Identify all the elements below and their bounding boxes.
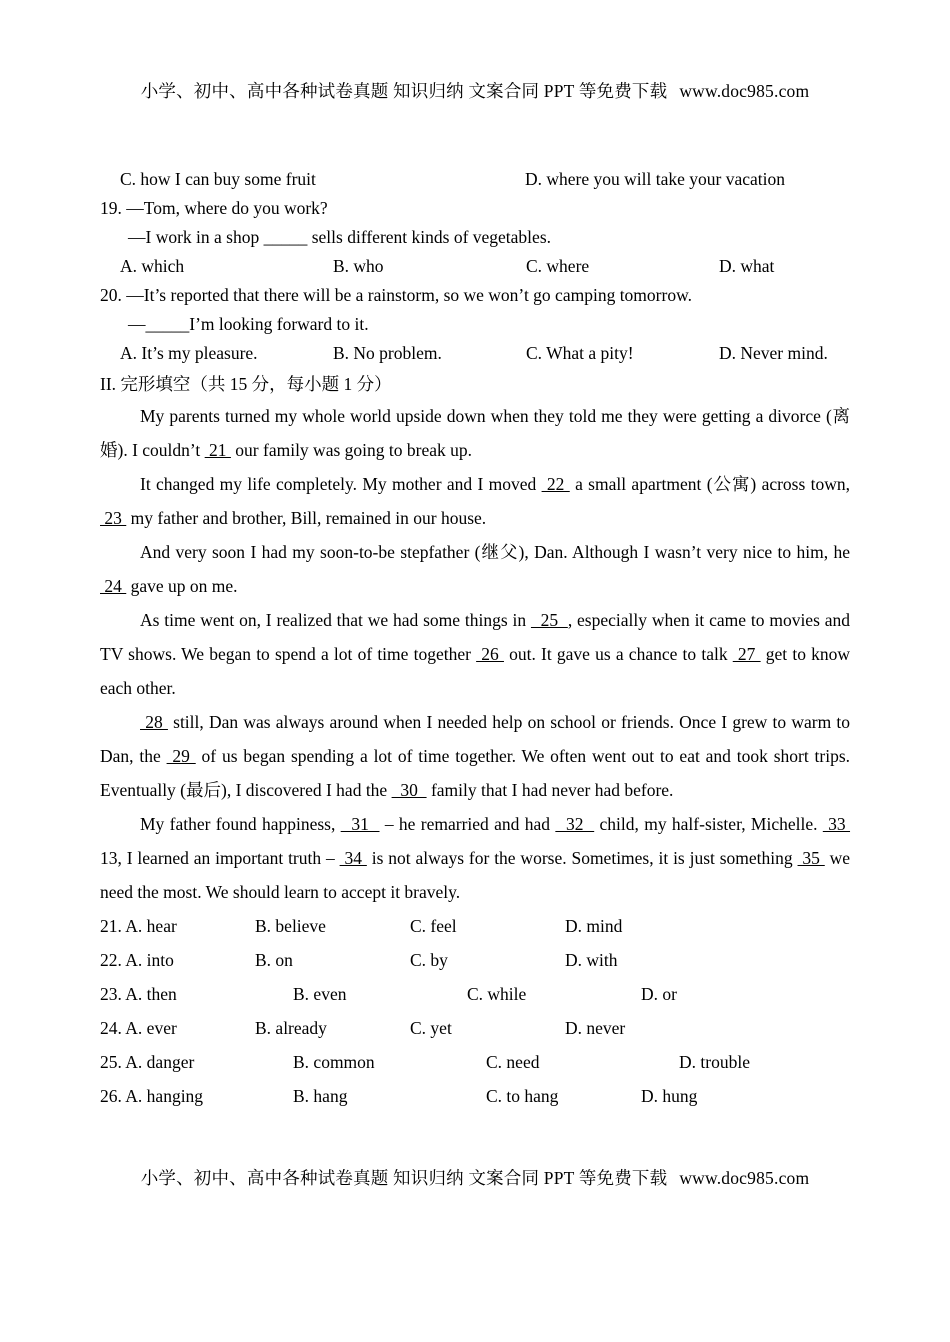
header-banner — [0, 78, 950, 103]
q19-option-c: C. where — [526, 256, 590, 276]
text-run: , especially when it came to movies and TV shows. We began to spend a lot of time together — [100, 610, 850, 664]
text-run: My parents turned my whole world upside down when they told me they were getting a divorce (离婚). I couldn’t — [100, 406, 850, 460]
option-26-d: D. hung — [641, 1085, 698, 1106]
options-22 — [100, 943, 850, 977]
passage-paragraph-3 — [100, 535, 850, 603]
option-26-a: 26. A. hanging — [100, 1085, 204, 1106]
option-23-d: D. or — [641, 983, 677, 1004]
text-run: of us began spending a lot of time together. We often went out to eat and took short trips. Eventually (最后), I discovered I had the — [100, 746, 851, 800]
q19-options — [100, 252, 850, 281]
blank-27: 27 — [732, 644, 761, 664]
q20-option-a: A. It’s my pleasure. — [120, 343, 258, 363]
option-21-b: B. believe — [255, 915, 326, 936]
options-21 — [100, 909, 850, 943]
footer-banner — [0, 1165, 950, 1190]
blank-35: 35 — [797, 848, 825, 868]
q20-line2 — [100, 310, 850, 339]
option-22-c: C. by — [410, 949, 448, 970]
passage-paragraph-5 — [100, 705, 850, 807]
text-run: child, my half-sister, Michelle. — [594, 814, 823, 834]
q18-option-c: C. how I can buy some fruit — [120, 169, 316, 189]
document-body — [100, 165, 850, 1113]
passage-paragraph-1 — [100, 399, 850, 467]
blank-21: 21 — [204, 440, 231, 460]
option-23-c: C. while — [467, 983, 527, 1004]
text-run: It changed my life completely. My mother and I moved — [140, 474, 542, 494]
blank-28: 28 — [140, 712, 168, 732]
q19-option-d: D. what — [719, 256, 775, 276]
blank-33: 33 — [822, 814, 851, 834]
options-23 — [100, 977, 850, 1011]
q20-line2-pre: — — [128, 314, 146, 334]
blank-34: 34 — [339, 848, 367, 868]
q20-blank: _____ — [145, 314, 190, 334]
text-run: we need the most. We should learn to accept it bravely. — [100, 848, 851, 902]
q18-options-cd — [100, 165, 850, 194]
blank-30: 30 — [391, 780, 427, 800]
text-run: 13, I learned an important truth – — [100, 848, 340, 868]
q19-line2-pre: —I work in a shop — [128, 227, 260, 247]
q19-stem: 19. —Tom, where do you work? — [100, 198, 328, 218]
options-25 — [100, 1045, 850, 1079]
text-run: gave up on me. — [126, 576, 238, 596]
passage-paragraph-2 — [100, 467, 850, 535]
text-run: get to know each other. — [100, 644, 851, 698]
option-26-b: B. hang — [293, 1085, 348, 1106]
q20-option-b: B. No problem. — [333, 343, 442, 363]
option-23-a: 23. A. then — [100, 983, 177, 1004]
q18-option-d: D. where you will take your vacation — [525, 169, 785, 189]
banner-url[interactable]: www.doc985.com — [679, 1168, 810, 1188]
q19-line2 — [100, 223, 850, 252]
options-24 — [100, 1011, 850, 1045]
blank-31: 31 — [340, 814, 380, 834]
option-25-c: C. need — [486, 1051, 540, 1072]
q20-line2-post: I’m looking forward to it. — [189, 314, 369, 334]
option-22-a: 22. A. into — [100, 949, 174, 970]
blank-26: 26 — [476, 644, 504, 664]
option-21-c: C. feel — [410, 915, 457, 936]
q19-option-b: B. who — [333, 256, 384, 276]
text-run: out. It gave us a chance to talk — [503, 644, 733, 664]
option-24-c: C. yet — [410, 1017, 452, 1038]
option-25-a: 25. A. danger — [100, 1051, 195, 1072]
option-21-d: D. mind — [565, 915, 623, 936]
q20-option-c: C. What a pity! — [526, 343, 634, 363]
option-23-b: B. even — [293, 983, 347, 1004]
q20-stem: 20. —It’s reported that there will be a rainstorm, so we won’t go camping tomorrow. — [100, 285, 692, 305]
options-26 — [100, 1079, 850, 1113]
text-run: family that I had never had before. — [426, 780, 674, 800]
option-24-b: B. already — [255, 1017, 327, 1038]
option-24-a: 24. A. ever — [100, 1017, 177, 1038]
text-run: my father and brother, Bill, remained in our house. — [126, 508, 487, 528]
text-run: And very soon I had my soon-to-be stepfather (继父), Dan. Although I wasn’t very nice to him, he — [140, 542, 850, 562]
option-25-b: B. common — [293, 1051, 375, 1072]
text-run: a small apartment (公寓) across town, — [569, 474, 851, 494]
passage-paragraph-6 — [100, 807, 850, 909]
text-run: still, Dan was always around when I needed help on school or friends. Once I grew to warm to Dan, the — [100, 712, 851, 766]
q19-line2-post: sells different kinds of vegetables. — [311, 227, 552, 247]
blank-25: 25 — [530, 610, 568, 630]
option-22-b: B. on — [255, 949, 293, 970]
text-run: My father found happiness, — [140, 814, 341, 834]
option-25-d: D. trouble — [679, 1051, 750, 1072]
text-run: is not always for the worse. Sometimes, it is just something — [366, 848, 798, 868]
text-run: our family was going to break up. — [230, 440, 472, 460]
q19-option-a: A. which — [120, 256, 185, 276]
option-24-d: D. never — [565, 1017, 626, 1038]
banner-text: 小学、初中、高中各种试卷真题 知识归纳 文案合同 PPT 等免费下载 — [140, 81, 668, 101]
blank-32: 32 — [555, 814, 595, 834]
blank-22: 22 — [541, 474, 570, 494]
blank-23: 23 — [100, 508, 127, 528]
option-26-c: C. to hang — [486, 1085, 559, 1106]
q20-option-d: D. Never mind. — [719, 343, 828, 363]
text-run: – he remarried and had — [379, 814, 556, 834]
section-title: II. 完形填空（共 15 分，每小题 1 分） — [100, 374, 392, 394]
q19-blank: _____ — [263, 227, 308, 247]
passage-paragraph-4 — [100, 603, 850, 705]
banner-url[interactable]: www.doc985.com — [679, 81, 810, 101]
blank-29: 29 — [166, 746, 196, 766]
banner-text: 小学、初中、高中各种试卷真题 知识归纳 文案合同 PPT 等免费下载 — [140, 1168, 668, 1188]
option-22-d: D. with — [565, 949, 618, 970]
option-21-a: 21. A. hear — [100, 915, 177, 936]
text-run: As time went on, I realized that we had some things in — [140, 610, 531, 630]
q20-options — [100, 339, 850, 368]
blank-24: 24 — [100, 576, 127, 596]
